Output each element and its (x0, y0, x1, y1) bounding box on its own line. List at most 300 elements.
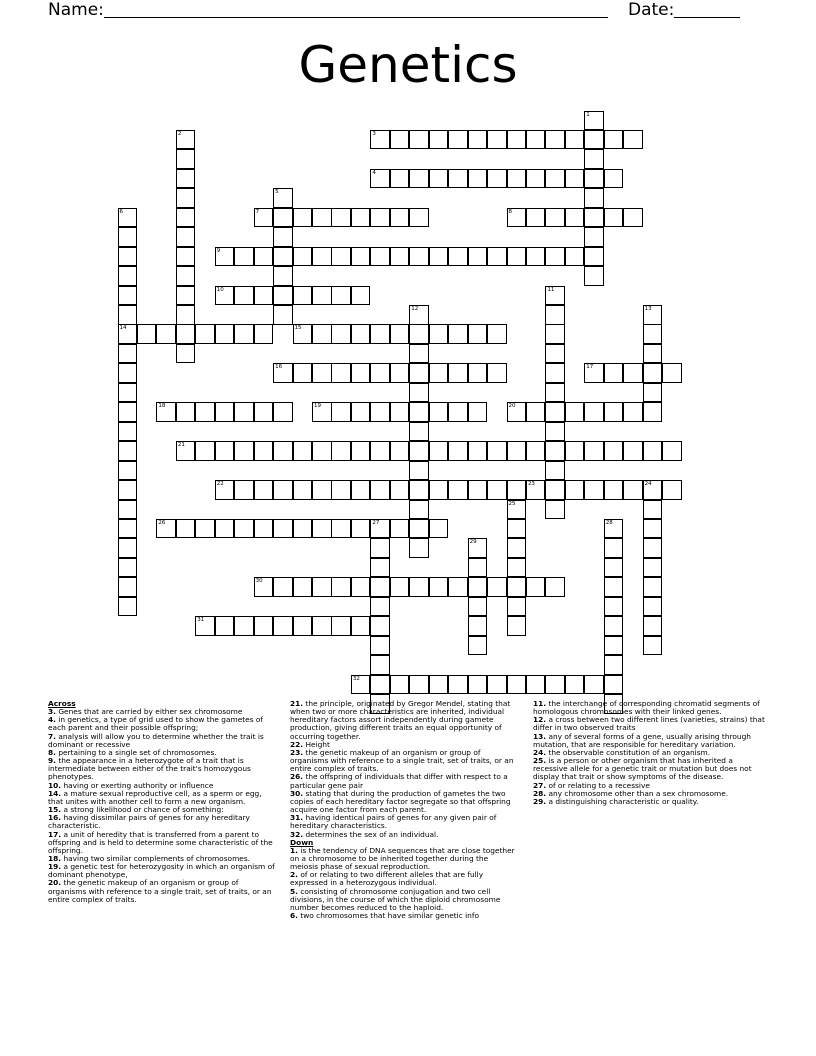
grid-cell[interactable] (254, 247, 274, 267)
grid-cell[interactable] (565, 169, 585, 189)
grid-cell[interactable] (468, 577, 488, 597)
grid-cell[interactable] (370, 208, 390, 228)
grid-cell[interactable] (273, 286, 293, 306)
grid-cell[interactable] (565, 675, 585, 695)
grid-cell[interactable] (370, 636, 390, 656)
grid-cell[interactable] (351, 441, 371, 461)
grid-cell[interactable] (390, 130, 410, 150)
grid-cell[interactable] (409, 480, 429, 500)
grid-cell[interactable] (331, 441, 351, 461)
grid-cell[interactable] (312, 324, 332, 344)
grid-cell[interactable] (526, 480, 546, 500)
grid-cell[interactable] (643, 324, 663, 344)
grid-cell[interactable] (409, 500, 429, 520)
grid-cell[interactable] (468, 363, 488, 383)
grid-cell[interactable] (526, 247, 546, 267)
grid-cell[interactable] (215, 324, 235, 344)
grid-cell[interactable] (215, 441, 235, 461)
grid-cell[interactable] (176, 149, 196, 169)
grid-cell[interactable] (565, 480, 585, 500)
grid-cell[interactable] (623, 363, 643, 383)
grid-cell[interactable] (487, 363, 507, 383)
grid-cell[interactable] (390, 402, 410, 422)
grid-cell[interactable] (565, 441, 585, 461)
grid-cell[interactable] (409, 344, 429, 364)
grid-cell[interactable] (545, 675, 565, 695)
grid-cell[interactable] (118, 441, 138, 461)
grid-cell[interactable] (293, 363, 313, 383)
grid-cell[interactable] (390, 324, 410, 344)
grid-cell[interactable] (254, 616, 274, 636)
grid-cell[interactable] (409, 675, 429, 695)
grid-cell[interactable] (390, 675, 410, 695)
grid-cell[interactable] (370, 675, 390, 695)
grid-cell[interactable] (273, 402, 293, 422)
grid-cell[interactable] (118, 305, 138, 325)
grid-cell[interactable] (331, 480, 351, 500)
grid-cell[interactable] (234, 480, 254, 500)
grid-cell[interactable] (409, 363, 429, 383)
grid-cell[interactable] (584, 169, 604, 189)
grid-cell[interactable] (662, 363, 682, 383)
grid-cell[interactable] (643, 538, 663, 558)
grid-cell[interactable] (565, 130, 585, 150)
grid-cell[interactable] (584, 208, 604, 228)
grid-cell[interactable] (176, 286, 196, 306)
grid-cell[interactable] (331, 363, 351, 383)
grid-cell[interactable] (507, 597, 527, 617)
grid-cell[interactable] (507, 675, 527, 695)
grid-cell[interactable] (118, 500, 138, 520)
grid-cell[interactable] (526, 402, 546, 422)
grid-cell[interactable] (643, 616, 663, 636)
grid-cell[interactable] (448, 363, 468, 383)
grid-cell[interactable] (312, 519, 332, 539)
grid-cell[interactable] (448, 480, 468, 500)
grid-cell[interactable] (662, 480, 682, 500)
grid-cell[interactable] (351, 402, 371, 422)
grid-cell[interactable] (545, 402, 565, 422)
grid-cell[interactable] (312, 402, 332, 422)
grid-cell[interactable] (195, 441, 215, 461)
grid-cell[interactable] (448, 324, 468, 344)
grid-cell[interactable] (156, 402, 176, 422)
grid-cell[interactable] (487, 441, 507, 461)
grid-cell[interactable] (312, 363, 332, 383)
grid-cell[interactable] (390, 247, 410, 267)
grid-cell[interactable] (390, 363, 410, 383)
grid-cell[interactable] (604, 558, 624, 578)
grid-cell[interactable] (507, 577, 527, 597)
grid-cell[interactable] (545, 247, 565, 267)
grid-cell[interactable] (118, 558, 138, 578)
grid-cell[interactable] (370, 169, 390, 189)
grid-cell[interactable] (429, 402, 449, 422)
grid-cell[interactable] (390, 480, 410, 500)
grid-cell[interactable] (526, 675, 546, 695)
grid-cell[interactable] (176, 324, 196, 344)
grid-cell[interactable] (584, 188, 604, 208)
grid-cell[interactable] (293, 441, 313, 461)
grid-cell[interactable] (643, 402, 663, 422)
grid-cell[interactable] (604, 538, 624, 558)
grid-cell[interactable] (545, 286, 565, 306)
grid-cell[interactable] (448, 169, 468, 189)
grid-cell[interactable] (409, 324, 429, 344)
grid-cell[interactable] (643, 344, 663, 364)
grid-cell[interactable] (468, 324, 488, 344)
grid-cell[interactable] (604, 616, 624, 636)
grid-cell[interactable] (390, 169, 410, 189)
grid-cell[interactable] (331, 247, 351, 267)
grid-cell[interactable] (293, 247, 313, 267)
grid-cell[interactable] (312, 577, 332, 597)
grid-cell[interactable] (370, 519, 390, 539)
grid-cell[interactable] (604, 577, 624, 597)
grid-cell[interactable] (604, 169, 624, 189)
grid-cell[interactable] (176, 519, 196, 539)
grid-cell[interactable] (507, 208, 527, 228)
grid-cell[interactable] (156, 519, 176, 539)
grid-cell[interactable] (604, 675, 624, 695)
grid-cell[interactable] (176, 188, 196, 208)
grid-cell[interactable] (507, 616, 527, 636)
grid-cell[interactable] (254, 286, 274, 306)
grid-cell[interactable] (526, 577, 546, 597)
grid-cell[interactable] (643, 636, 663, 656)
grid-cell[interactable] (273, 305, 293, 325)
grid-cell[interactable] (312, 480, 332, 500)
grid-cell[interactable] (351, 519, 371, 539)
grid-cell[interactable] (215, 286, 235, 306)
grid-cell[interactable] (584, 266, 604, 286)
grid-cell[interactable] (390, 577, 410, 597)
grid-cell[interactable] (429, 169, 449, 189)
grid-cell[interactable] (331, 324, 351, 344)
grid-cell[interactable] (176, 227, 196, 247)
grid-cell[interactable] (584, 149, 604, 169)
grid-cell[interactable] (487, 480, 507, 500)
grid-cell[interactable] (409, 383, 429, 403)
grid-cell[interactable] (584, 227, 604, 247)
grid-cell[interactable] (312, 441, 332, 461)
grid-cell[interactable] (370, 655, 390, 675)
grid-cell[interactable] (565, 247, 585, 267)
grid-cell[interactable] (351, 208, 371, 228)
grid-cell[interactable] (409, 305, 429, 325)
grid-cell[interactable] (448, 675, 468, 695)
grid-cell[interactable] (215, 247, 235, 267)
grid-cell[interactable] (331, 519, 351, 539)
grid-cell[interactable] (604, 655, 624, 675)
grid-cell[interactable] (409, 422, 429, 442)
grid-cell[interactable] (293, 519, 313, 539)
grid-cell[interactable] (448, 130, 468, 150)
grid-cell[interactable] (487, 577, 507, 597)
grid-cell[interactable] (215, 616, 235, 636)
grid-cell[interactable] (118, 461, 138, 481)
grid-cell[interactable] (409, 208, 429, 228)
grid-cell[interactable] (293, 286, 313, 306)
grid-cell[interactable] (118, 577, 138, 597)
grid-cell[interactable] (468, 636, 488, 656)
grid-cell[interactable] (507, 519, 527, 539)
grid-cell[interactable] (429, 577, 449, 597)
grid-cell[interactable] (370, 247, 390, 267)
grid-cell[interactable] (370, 363, 390, 383)
grid-cell[interactable] (370, 616, 390, 636)
grid-cell[interactable] (545, 169, 565, 189)
grid-cell[interactable] (254, 480, 274, 500)
grid-cell[interactable] (429, 675, 449, 695)
grid-cell[interactable] (176, 344, 196, 364)
grid-cell[interactable] (234, 441, 254, 461)
grid-cell[interactable] (273, 227, 293, 247)
grid-cell[interactable] (234, 247, 254, 267)
grid-cell[interactable] (234, 519, 254, 539)
grid-cell[interactable] (273, 208, 293, 228)
grid-cell[interactable] (293, 480, 313, 500)
grid-cell[interactable] (584, 247, 604, 267)
grid-cell[interactable] (273, 188, 293, 208)
grid-cell[interactable] (234, 324, 254, 344)
grid-cell[interactable] (176, 266, 196, 286)
grid-cell[interactable] (176, 305, 196, 325)
grid-cell[interactable] (545, 422, 565, 442)
grid-cell[interactable] (409, 441, 429, 461)
grid-cell[interactable] (254, 519, 274, 539)
grid-cell[interactable] (118, 363, 138, 383)
grid-cell[interactable] (409, 577, 429, 597)
grid-cell[interactable] (487, 130, 507, 150)
grid-cell[interactable] (643, 480, 663, 500)
grid-cell[interactable] (118, 480, 138, 500)
grid-cell[interactable] (312, 247, 332, 267)
grid-cell[interactable] (584, 363, 604, 383)
grid-cell[interactable] (370, 538, 390, 558)
grid-cell[interactable] (351, 286, 371, 306)
grid-cell[interactable] (487, 169, 507, 189)
grid-cell[interactable] (545, 208, 565, 228)
grid-cell[interactable] (176, 169, 196, 189)
grid-cell[interactable] (273, 247, 293, 267)
grid-cell[interactable] (293, 616, 313, 636)
grid-cell[interactable] (351, 577, 371, 597)
grid-cell[interactable] (604, 130, 624, 150)
grid-cell[interactable] (118, 597, 138, 617)
grid-cell[interactable] (370, 480, 390, 500)
grid-cell[interactable] (526, 208, 546, 228)
grid-cell[interactable] (584, 111, 604, 131)
grid-cell[interactable] (507, 130, 527, 150)
grid-cell[interactable] (331, 577, 351, 597)
grid-cell[interactable] (331, 616, 351, 636)
grid-cell[interactable] (254, 441, 274, 461)
grid-cell[interactable] (604, 519, 624, 539)
grid-cell[interactable] (176, 247, 196, 267)
grid-cell[interactable] (331, 286, 351, 306)
grid-cell[interactable] (643, 500, 663, 520)
grid-cell[interactable] (273, 616, 293, 636)
grid-cell[interactable] (351, 480, 371, 500)
grid-cell[interactable] (662, 441, 682, 461)
grid-cell[interactable] (156, 324, 176, 344)
grid-cell[interactable] (176, 208, 196, 228)
grid-cell[interactable] (487, 675, 507, 695)
grid-cell[interactable] (545, 441, 565, 461)
grid-cell[interactable] (370, 402, 390, 422)
grid-cell[interactable] (390, 519, 410, 539)
grid-cell[interactable] (545, 461, 565, 481)
grid-cell[interactable] (604, 402, 624, 422)
grid-cell[interactable] (118, 538, 138, 558)
grid-cell[interactable] (468, 538, 488, 558)
grid-cell[interactable] (370, 130, 390, 150)
grid-cell[interactable] (545, 383, 565, 403)
grid-cell[interactable] (468, 247, 488, 267)
grid-cell[interactable] (623, 441, 643, 461)
grid-cell[interactable] (565, 402, 585, 422)
grid-cell[interactable] (526, 441, 546, 461)
grid-cell[interactable] (545, 344, 565, 364)
grid-cell[interactable] (507, 441, 527, 461)
grid-cell[interactable] (195, 519, 215, 539)
grid-cell[interactable] (623, 130, 643, 150)
grid-cell[interactable] (390, 208, 410, 228)
grid-cell[interactable] (448, 577, 468, 597)
grid-cell[interactable] (507, 169, 527, 189)
grid-cell[interactable] (604, 480, 624, 500)
grid-cell[interactable] (409, 247, 429, 267)
grid-cell[interactable] (584, 402, 604, 422)
grid-cell[interactable] (254, 577, 274, 597)
grid-cell[interactable] (604, 597, 624, 617)
grid-cell[interactable] (487, 324, 507, 344)
grid-cell[interactable] (195, 324, 215, 344)
grid-cell[interactable] (118, 247, 138, 267)
grid-cell[interactable] (118, 519, 138, 539)
grid-cell[interactable] (643, 597, 663, 617)
grid-cell[interactable] (390, 441, 410, 461)
grid-cell[interactable] (234, 402, 254, 422)
grid-cell[interactable] (526, 169, 546, 189)
grid-cell[interactable] (370, 441, 390, 461)
grid-cell[interactable] (312, 208, 332, 228)
grid-cell[interactable] (351, 324, 371, 344)
grid-cell[interactable] (429, 519, 449, 539)
grid-cell[interactable] (545, 305, 565, 325)
grid-cell[interactable] (351, 616, 371, 636)
grid-cell[interactable] (273, 363, 293, 383)
grid-cell[interactable] (118, 286, 138, 306)
grid-cell[interactable] (312, 616, 332, 636)
grid-cell[interactable] (215, 519, 235, 539)
grid-cell[interactable] (118, 402, 138, 422)
grid-cell[interactable] (429, 363, 449, 383)
grid-cell[interactable] (468, 616, 488, 636)
grid-cell[interactable] (351, 247, 371, 267)
grid-cell[interactable] (312, 286, 332, 306)
grid-cell[interactable] (409, 461, 429, 481)
grid-cell[interactable] (584, 675, 604, 695)
grid-cell[interactable] (176, 130, 196, 150)
grid-cell[interactable] (604, 441, 624, 461)
grid-cell[interactable] (409, 519, 429, 539)
grid-cell[interactable] (507, 247, 527, 267)
grid-cell[interactable] (643, 519, 663, 539)
grid-cell[interactable] (409, 169, 429, 189)
grid-cell[interactable] (215, 480, 235, 500)
grid-cell[interactable] (487, 247, 507, 267)
grid-cell[interactable] (273, 519, 293, 539)
grid-cell[interactable] (604, 208, 624, 228)
grid-cell[interactable] (507, 500, 527, 520)
grid-cell[interactable] (545, 363, 565, 383)
grid-cell[interactable] (448, 441, 468, 461)
grid-cell[interactable] (448, 247, 468, 267)
grid-cell[interactable] (118, 422, 138, 442)
grid-cell[interactable] (507, 558, 527, 578)
grid-cell[interactable] (254, 208, 274, 228)
grid-cell[interactable] (584, 130, 604, 150)
grid-cell[interactable] (293, 577, 313, 597)
grid-cell[interactable] (468, 675, 488, 695)
grid-cell[interactable] (623, 208, 643, 228)
grid-cell[interactable] (623, 480, 643, 500)
grid-cell[interactable] (545, 500, 565, 520)
grid-cell[interactable] (195, 616, 215, 636)
grid-cell[interactable] (118, 383, 138, 403)
grid-cell[interactable] (273, 577, 293, 597)
grid-cell[interactable] (331, 208, 351, 228)
grid-cell[interactable] (623, 402, 643, 422)
grid-cell[interactable] (468, 597, 488, 617)
grid-cell[interactable] (331, 402, 351, 422)
grid-cell[interactable] (293, 324, 313, 344)
grid-cell[interactable] (234, 286, 254, 306)
grid-cell[interactable] (409, 538, 429, 558)
grid-cell[interactable] (118, 208, 138, 228)
grid-cell[interactable] (293, 208, 313, 228)
grid-cell[interactable] (370, 558, 390, 578)
grid-cell[interactable] (643, 363, 663, 383)
grid-cell[interactable] (370, 577, 390, 597)
grid-cell[interactable] (545, 130, 565, 150)
grid-cell[interactable] (507, 480, 527, 500)
grid-cell[interactable] (429, 130, 449, 150)
grid-cell[interactable] (545, 324, 565, 344)
grid-cell[interactable] (468, 402, 488, 422)
grid-cell[interactable] (584, 441, 604, 461)
grid-cell[interactable] (429, 324, 449, 344)
grid-cell[interactable] (643, 305, 663, 325)
grid-cell[interactable] (643, 558, 663, 578)
grid-cell[interactable] (429, 480, 449, 500)
grid-cell[interactable] (584, 480, 604, 500)
grid-cell[interactable] (351, 675, 371, 695)
grid-cell[interactable] (118, 227, 138, 247)
grid-cell[interactable] (643, 383, 663, 403)
grid-cell[interactable] (643, 441, 663, 461)
grid-cell[interactable] (273, 480, 293, 500)
grid-cell[interactable] (370, 324, 390, 344)
grid-cell[interactable] (468, 169, 488, 189)
grid-cell[interactable] (507, 402, 527, 422)
grid-cell[interactable] (195, 402, 215, 422)
grid-cell[interactable] (118, 344, 138, 364)
grid-cell[interactable] (215, 402, 235, 422)
grid-cell[interactable] (643, 577, 663, 597)
